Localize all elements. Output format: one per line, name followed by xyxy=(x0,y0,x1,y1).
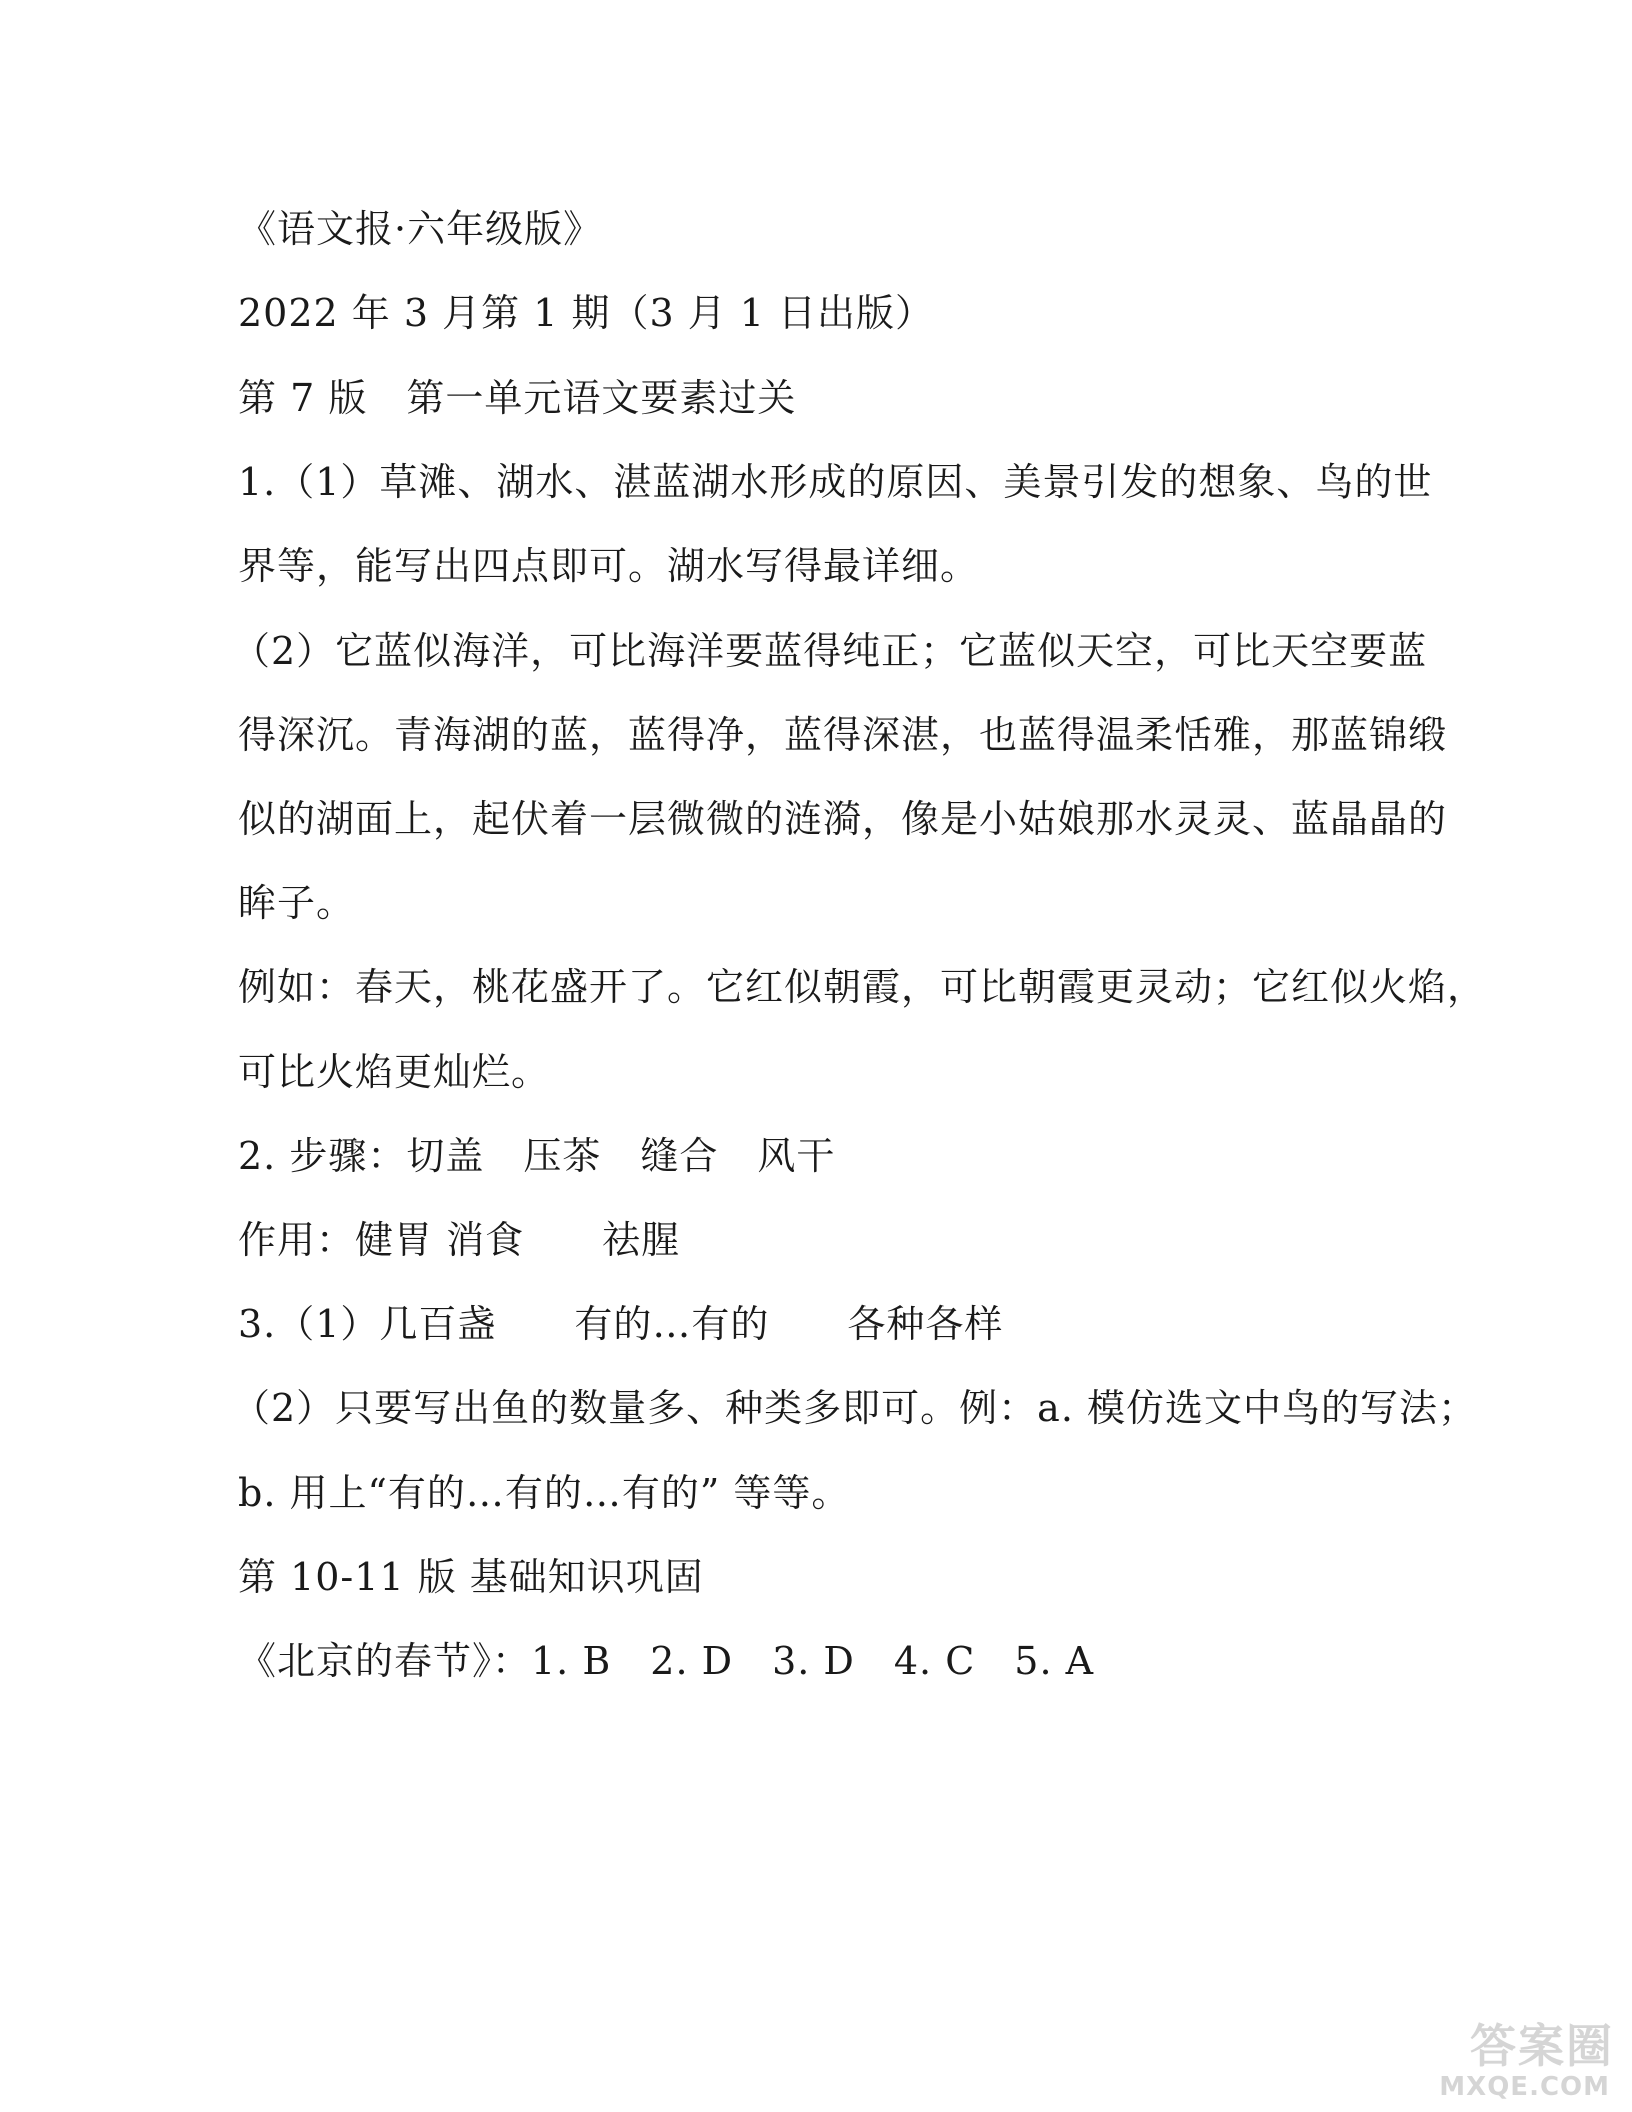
answer-line: （2）只要写出鱼的数量多、种类多即可。例：a. 模仿选文中鸟的写法； xyxy=(232,1386,1477,1430)
section-heading-page-10-11: 第 10-11 版 基础知识巩固 xyxy=(238,1555,704,1599)
answer-line: 作用：健胃 消食 祛腥 xyxy=(238,1218,681,1262)
answer-line: 1.（1）草滩、湖水、湛蓝湖水形成的原因、美景引发的想象、鸟的世 xyxy=(238,460,1433,504)
answer-line: 《北京的春节》：1. B 2. D 3. D 4. C 5. A xyxy=(238,1639,1095,1683)
answer-line: 眸子。 xyxy=(238,881,356,925)
answer-line: 得深沉。青海湖的蓝，蓝得净，蓝得深湛，也蓝得温柔恬雅，那蓝锦缎 xyxy=(238,713,1448,757)
section-heading-page-7: 第 7 版 第一单元语文要素过关 xyxy=(238,376,797,420)
publication-title: 《语文报·六年级版》 xyxy=(238,207,603,251)
answer-line: b. 用上“有的…有的…有的” 等等。 xyxy=(238,1471,851,1515)
answer-line: 界等，能写出四点即可。湖水写得最详细。 xyxy=(238,544,980,588)
watermark-domain: MXQE.COM xyxy=(1439,2072,1610,2102)
answer-line: 似的湖面上，起伏着一层微微的涟漪，像是小姑娘那水灵灵、蓝晶晶的 xyxy=(238,797,1448,841)
watermark-logo-text: 答案圈 xyxy=(1470,2019,1614,2073)
answer-line: （2）它蓝似海洋，可比海洋要蓝得纯正；它蓝似天空，可比天空要蓝 xyxy=(232,629,1428,673)
answer-line: 例如：春天，桃花盛开了。它红似朝霞，可比朝霞更灵动；它红似火焰， xyxy=(238,965,1487,1009)
issue-date: 2022 年 3 月第 1 期（3 月 1 日出版） xyxy=(238,291,935,335)
answer-line: 2. 步骤：切盖 压茶 缝合 风干 xyxy=(238,1134,836,1178)
watermark xyxy=(1414,2010,1614,2102)
answer-line: 3.（1）几百盏 有的…有的 各种各样 xyxy=(238,1302,1004,1346)
answer-line: 可比火焰更灿烂。 xyxy=(238,1050,551,1094)
